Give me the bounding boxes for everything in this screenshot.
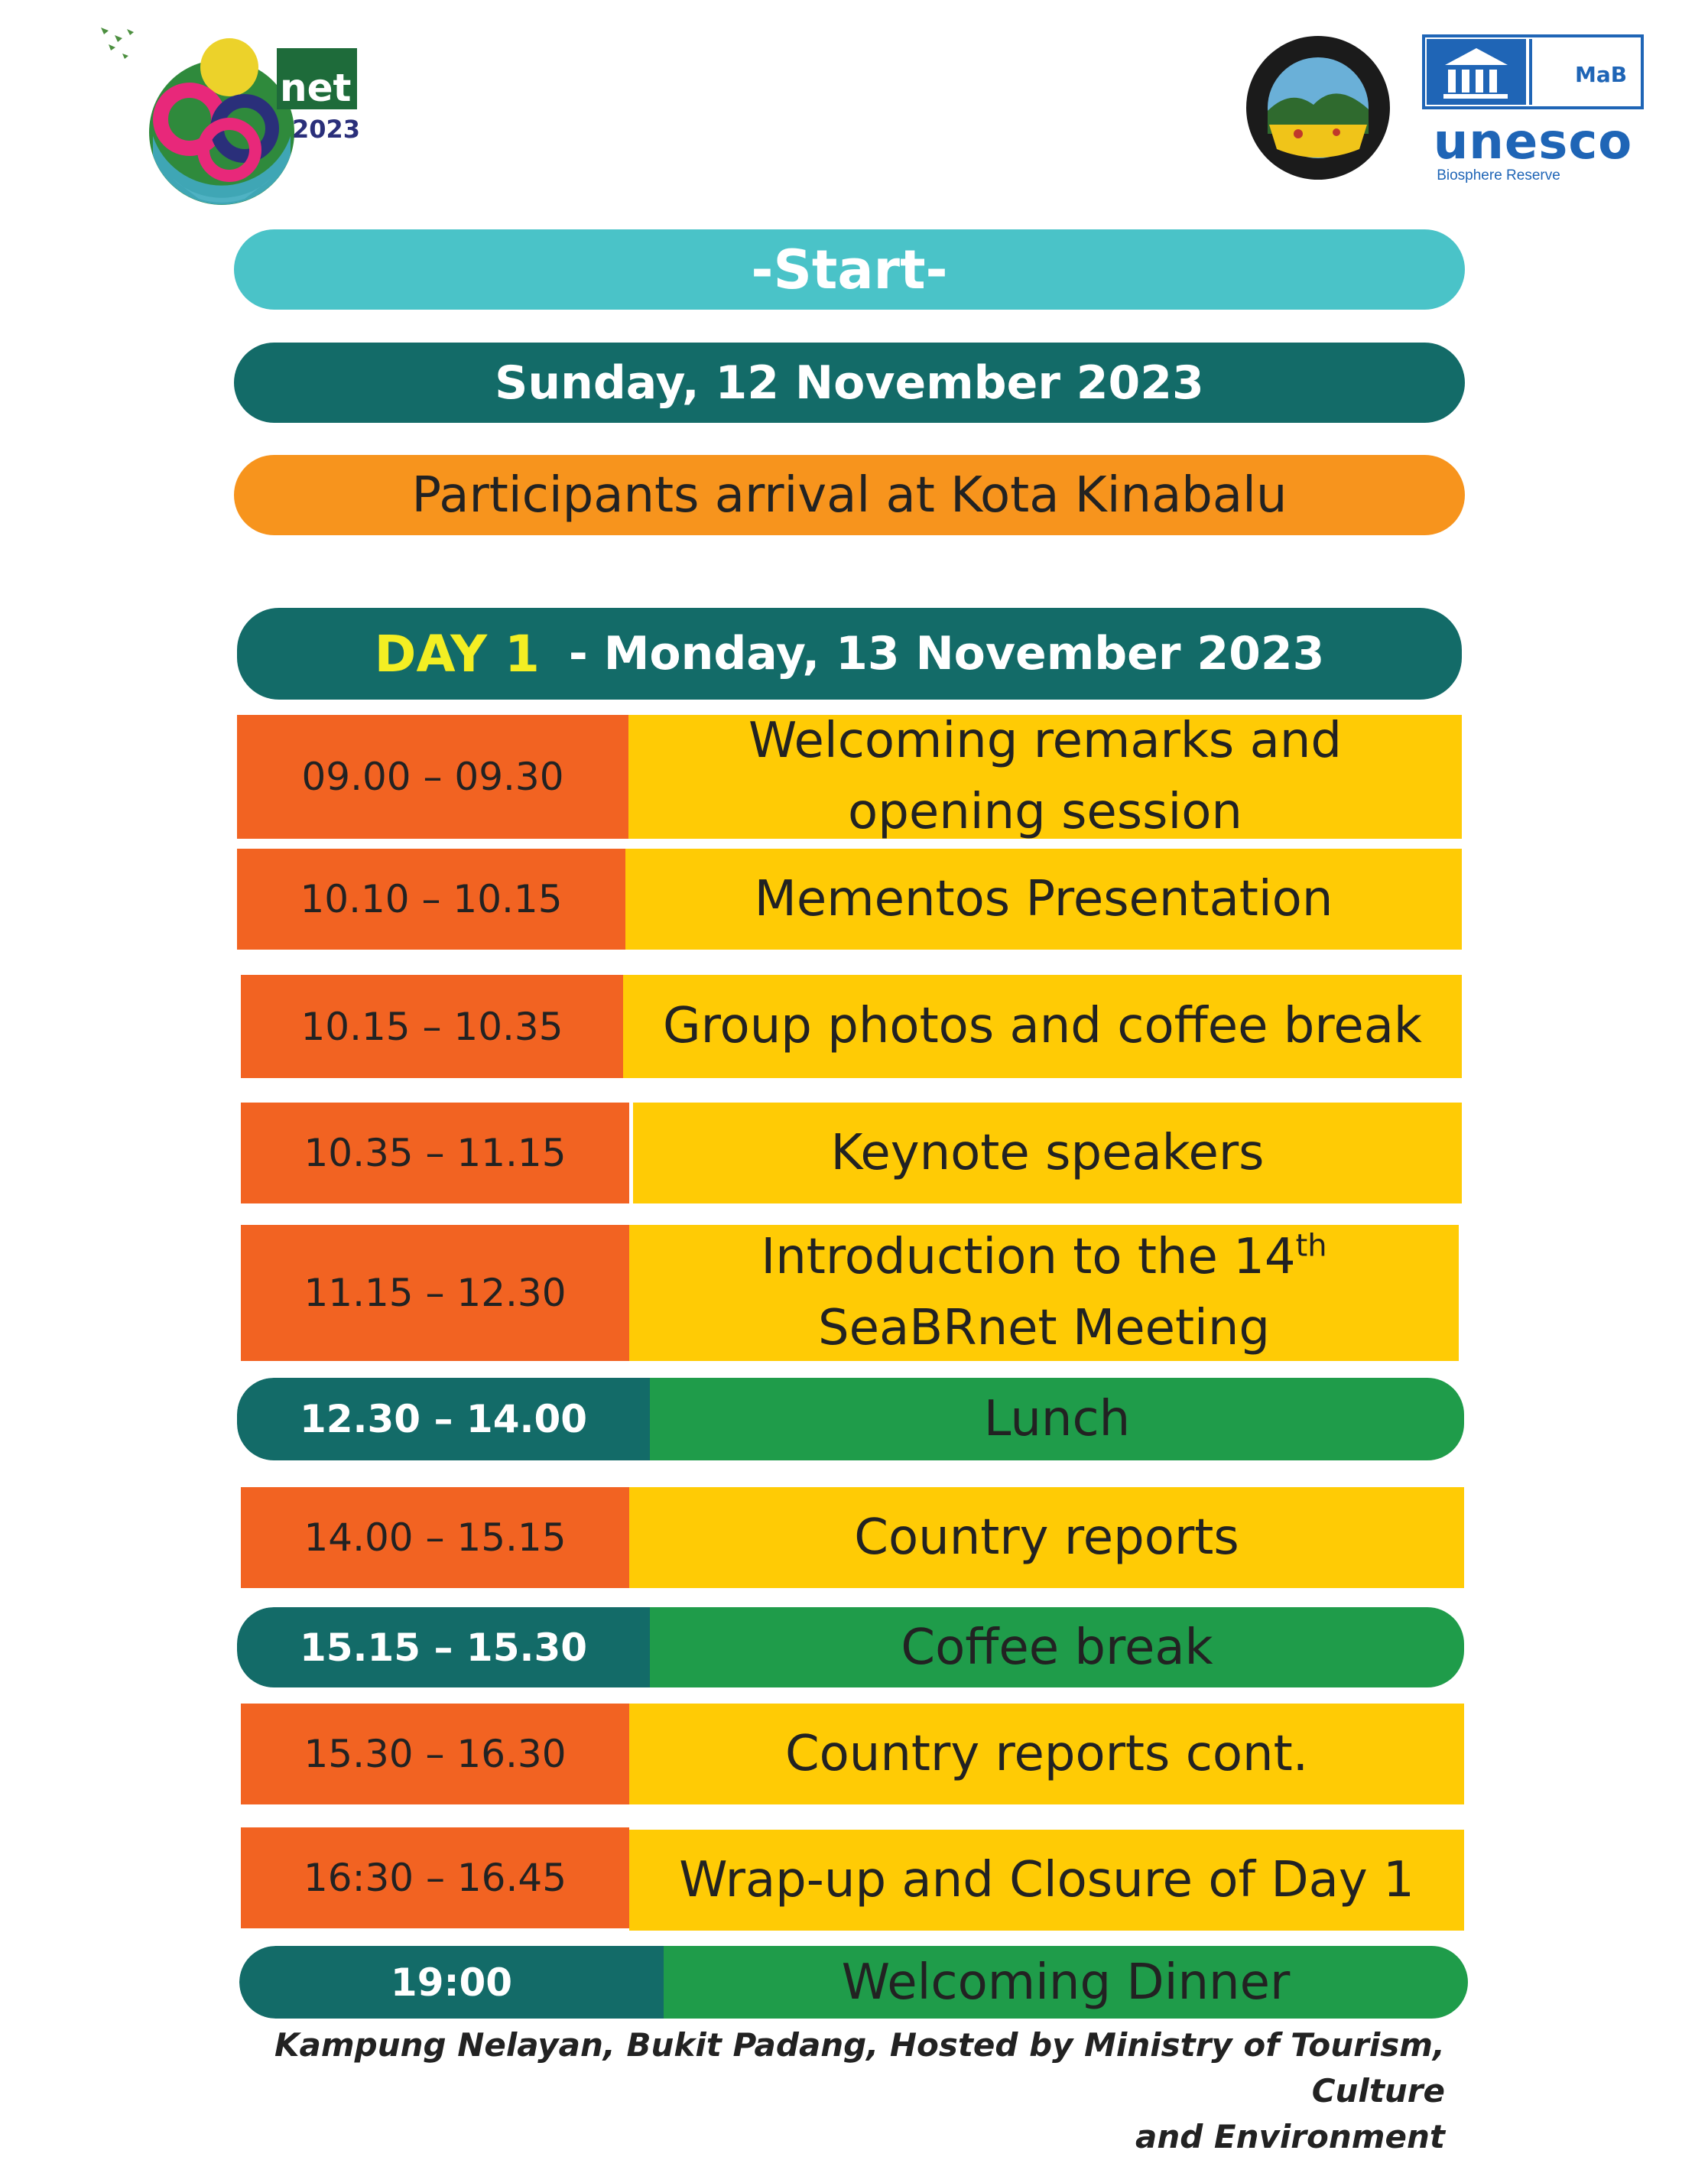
- time-text: 19:00: [390, 1960, 513, 2005]
- schedule-time: [241, 975, 623, 1078]
- activity-text-line2: opening session: [848, 784, 1242, 840]
- time-text: 11.15 – 12.30: [304, 1271, 567, 1315]
- schedule-activity: [633, 1103, 1462, 1203]
- schedule-time: [241, 1487, 629, 1588]
- schedule-time: [241, 1827, 629, 1928]
- schedule-time: [237, 849, 625, 950]
- seabrnet-logo-net: net: [280, 66, 352, 110]
- schedule-activity: [623, 975, 1462, 1078]
- schedule-time: [237, 1378, 650, 1460]
- activity-text: Country reports: [854, 1509, 1239, 1566]
- arrival-banner: [234, 455, 1465, 535]
- activity-text: Lunch: [983, 1391, 1131, 1447]
- activity-text: Group photos and coffee break: [663, 998, 1422, 1055]
- time-text: 15.15 – 15.30: [299, 1625, 588, 1670]
- seabrnet-logo-year: 2023: [292, 115, 361, 144]
- activity-superscript: th: [1295, 1228, 1327, 1264]
- unesco-wordmark: unesco: [1433, 114, 1633, 171]
- activity-text-line1: [761, 1222, 1326, 1293]
- time-text: 16:30 – 16.45: [303, 1856, 567, 1900]
- day1-banner: [237, 608, 1462, 700]
- schedule-activity: [664, 1946, 1468, 2019]
- time-text: 10.10 – 10.15: [300, 877, 563, 921]
- time-text: 09.00 – 09.30: [301, 755, 564, 799]
- activity-text-line2: SeaBRnet Meeting: [818, 1300, 1270, 1356]
- arrival-label: Participants arrival at Kota Kinabalu: [411, 466, 1287, 524]
- schedule-break-row: [239, 1946, 1468, 2019]
- activity-text: Mementos Presentation: [754, 870, 1333, 927]
- schedule-activity: [629, 1225, 1459, 1361]
- time-text: 10.15 – 10.35: [300, 1004, 563, 1049]
- time-text: 14.00 – 15.15: [304, 1515, 567, 1560]
- start-banner: [234, 229, 1465, 310]
- sunday-label: Sunday, 12 November 2023: [495, 356, 1204, 410]
- activity-text: Wrap-up and Closure of Day 1: [679, 1851, 1414, 1908]
- schedule-activity: [629, 1704, 1464, 1804]
- schedule-break-row: [237, 1607, 1464, 1687]
- time-text: 10.35 – 11.15: [304, 1131, 567, 1175]
- activity-text: Coffee break: [901, 1619, 1213, 1676]
- crocker-range-seal: [1245, 34, 1391, 181]
- schedule-activity: [650, 1607, 1464, 1687]
- schedule-time: [241, 1103, 629, 1203]
- schedule-activity: [629, 1830, 1464, 1931]
- day1-label: DAY 1: [374, 624, 540, 684]
- footnote-line1: Kampung Nelayan, Bukit Padang, Hosted by Ministry of Tourism, Culture: [274, 2026, 1445, 2110]
- activity-text: Welcoming Dinner: [841, 1954, 1291, 2011]
- activity-text-line1: Welcoming remarks and: [748, 713, 1342, 770]
- schedule-activity: [629, 1487, 1464, 1588]
- unesco-logo: [1422, 34, 1651, 187]
- activity-text: Keynote speakers: [830, 1124, 1265, 1181]
- schedule-time: [239, 1946, 664, 2019]
- schedule-activity: [628, 715, 1462, 839]
- seabrnet-logo: [99, 21, 363, 205]
- activity-text: Country reports cont.: [784, 1725, 1309, 1782]
- schedule-break-row: [237, 1378, 1464, 1460]
- footnote-line2: and Environment: [1135, 2118, 1445, 2155]
- mab-mark: MaB: [1575, 62, 1628, 87]
- time-text: 15.30 – 16.30: [304, 1732, 567, 1776]
- unesco-subtitle: Biosphere Reserve: [1437, 167, 1560, 184]
- schedule-time: [237, 715, 628, 839]
- schedule-time: [241, 1225, 629, 1361]
- activity-text-main: Introduction to the 14: [761, 1229, 1296, 1286]
- dinner-venue-note: [229, 2022, 1445, 2160]
- time-text: 12.30 – 14.00: [299, 1397, 588, 1441]
- sunday-banner: [234, 343, 1465, 423]
- schedule-time: [237, 1607, 650, 1687]
- schedule-time: [241, 1704, 629, 1804]
- schedule-activity: [650, 1378, 1464, 1460]
- day1-date: - Monday, 13 November 2023: [568, 627, 1325, 680]
- schedule-activity: [625, 849, 1462, 950]
- start-label: -Start-: [751, 238, 948, 301]
